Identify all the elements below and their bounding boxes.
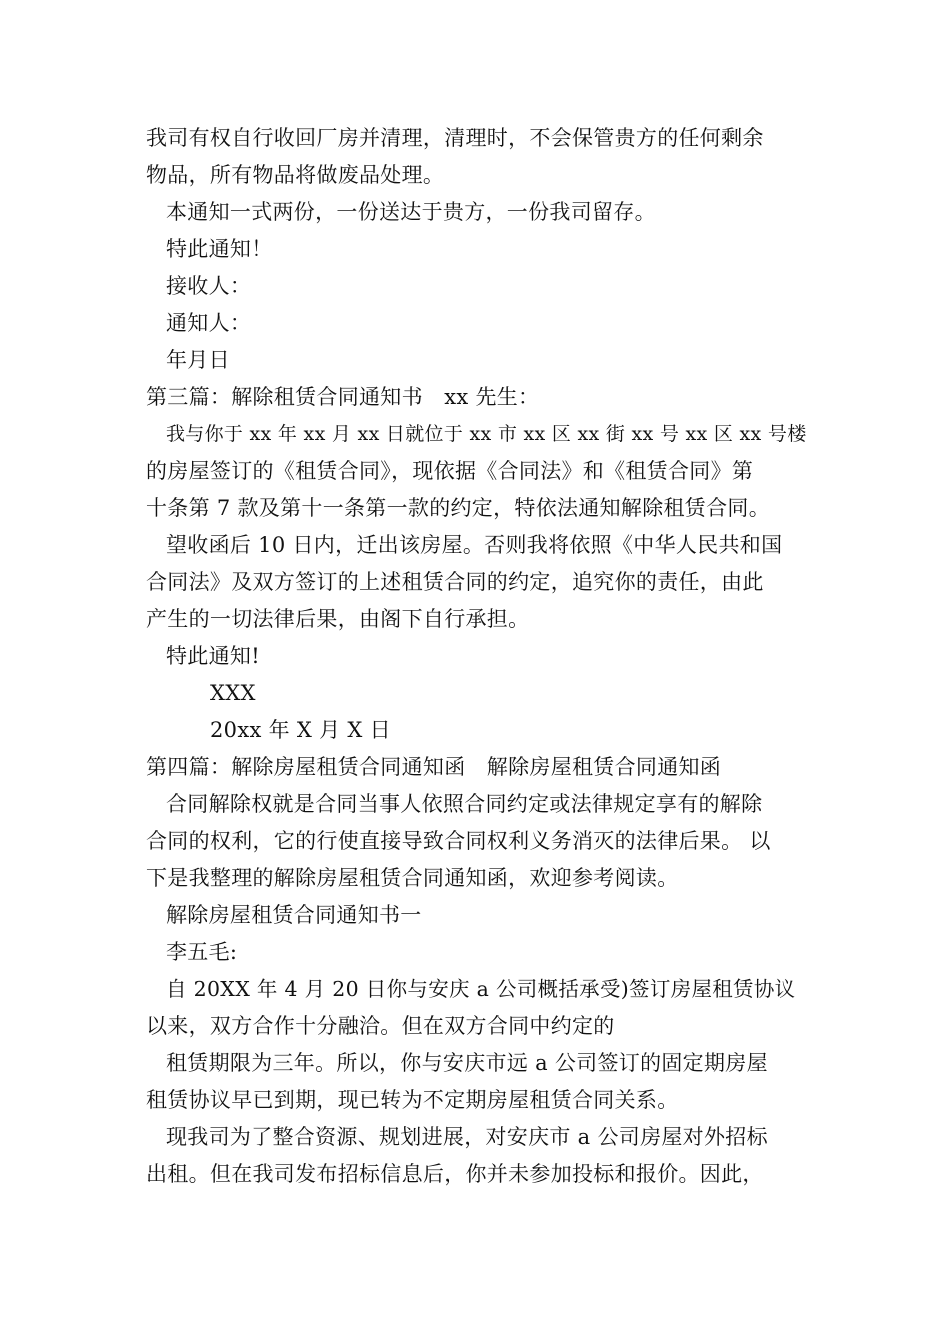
text-line: 接收人： bbox=[166, 274, 252, 298]
text-line: 望收函后 10 日内，迁出该房屋。否则我将依照《中华人民共和国 bbox=[166, 533, 783, 557]
text-line: 特此通知！ bbox=[166, 237, 273, 261]
text-line: 现我司为了整合资源、规划进展，对安庆市 a 公司房屋对外招标 bbox=[166, 1125, 768, 1149]
signature-name: XXX bbox=[210, 681, 256, 705]
section-heading: 第三篇：解除租赁合同通知书 xx 先生： bbox=[146, 385, 540, 409]
text-line: 我与你于 xx 年 xx 月 xx 日就位于 xx 市 xx 区 xx 街 xx 号 xx 区 xx 号楼 bbox=[166, 423, 807, 445]
text-line: 十条第 7 款及第十一条第一款的约定，特依法通知解除租赁合同。 bbox=[146, 496, 771, 520]
text-line: 合同解除权就是合同当事人依照合同约定或法律规定享有的解除 bbox=[166, 792, 763, 816]
text-line: 以来，双方合作十分融洽。但在双方合同中约定的 bbox=[146, 1014, 615, 1038]
text-line: 自 20XX 年 4 月 20 日你与安庆 a 公司概括承受)签订房屋租赁协议 bbox=[166, 977, 796, 1001]
text-line: 通知人： bbox=[166, 311, 252, 335]
text-line: 合同的权利，它的行使直接导致合同权利义务消灭的法律后果。 以 bbox=[146, 829, 771, 853]
text-line: 解除房屋租赁合同通知书一 bbox=[166, 903, 422, 927]
text-line: 合同法》及双方签订的上述租赁合同的约定，追究你的责任，由此 bbox=[146, 570, 764, 594]
section-heading: 第四篇：解除房屋租赁合同通知函 解除房屋租赁合同通知函 bbox=[146, 755, 722, 779]
text-line: 李五毛: bbox=[166, 940, 238, 964]
text-line: 我司有权自行收回厂房并清理，清理时，不会保管贵方的任何剩余 bbox=[146, 126, 764, 150]
text-line: 出租。但在我司发布招标信息后，你并未参加投标和报价。因此， bbox=[146, 1162, 764, 1186]
text-line: 年月日 bbox=[166, 348, 230, 372]
text-line: 租赁协议早已到期，现已转为不定期房屋租赁合同关系。 bbox=[146, 1088, 679, 1112]
text-line: 本通知一式两份，一份送达于贵方，一份我司留存。 bbox=[166, 200, 656, 224]
text-line: 下是我整理的解除房屋租赁合同通知函，欢迎参考阅读。 bbox=[146, 866, 679, 890]
text-line: 物品，所有物品将做废品处理。 bbox=[146, 163, 445, 187]
text-line: 产生的一切法律后果，由阁下自行承担。 bbox=[146, 607, 530, 631]
text-line: 租赁期限为三年。所以，你与安庆市远 a 公司签订的固定期房屋 bbox=[166, 1051, 768, 1075]
signature-date: 20xx 年 X 月 X 日 bbox=[210, 718, 391, 742]
text-line: 特此通知! bbox=[166, 644, 260, 668]
text-line: 的房屋签订的《租赁合同》，现依据《合同法》和《租赁合同》第 bbox=[146, 459, 754, 483]
